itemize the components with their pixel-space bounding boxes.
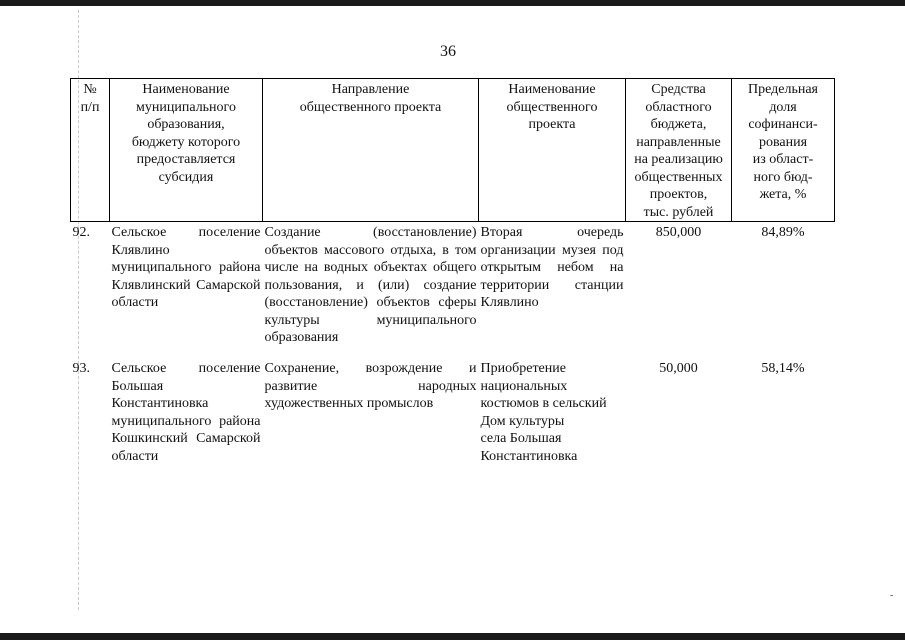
scan-edge-bottom xyxy=(0,633,905,640)
row-project: Вторая очередь организации музея под открытым небом на территории станции Клявлино xyxy=(480,225,624,310)
row-funds: 850,000 xyxy=(655,225,702,240)
header-project: Наименование общественного проекта xyxy=(479,79,626,222)
row-municipality: Сельское поселение Клявлино муниципального района Клявлинский Самарской области xyxy=(111,225,261,310)
row-funds: 50,000 xyxy=(659,361,698,376)
subsidy-table xyxy=(70,78,835,465)
table-header-row xyxy=(71,79,835,222)
row-share: 84,89% xyxy=(761,225,805,240)
header-number: № п/п xyxy=(71,79,110,222)
row-number: 92. xyxy=(72,225,90,240)
header-share: Предельная доля софинанси- рования из област- ного бюд- жета, % xyxy=(732,79,835,222)
table-row xyxy=(71,222,835,359)
margin-mark: - xyxy=(890,590,894,601)
row-share: 58,14% xyxy=(761,361,805,376)
header-municipality: Наименование муниципального образования, бюджету которого предоставляется субсидия xyxy=(110,79,263,222)
header-funds: Средства областного бюджета, направленные на реализацию общественных проектов, тыс. рублей xyxy=(626,79,732,222)
row-direction: Создание (восстановление) объектов массового отдыха, в том числе на водных объектах общего пользования, и (или) создание (восстановление) объектов сферы культуры муниципального образования xyxy=(264,225,477,345)
scan-edge-top xyxy=(0,0,905,6)
page-number: 36 xyxy=(440,43,456,60)
table-row xyxy=(71,358,835,465)
row-number: 93. xyxy=(72,361,90,376)
row-project: Приобретение национальных костюмов в сельский Дом культуры села Большая Константиновка xyxy=(480,361,607,464)
header-direction: Направление общественного проекта xyxy=(263,79,479,222)
row-direction: Сохранение, возрождение и развитие народных художественных промыслов xyxy=(264,361,477,411)
row-municipality: Сельское поселение Большая Константиновка муниципального района Кошкинский Самарской области xyxy=(111,361,261,464)
